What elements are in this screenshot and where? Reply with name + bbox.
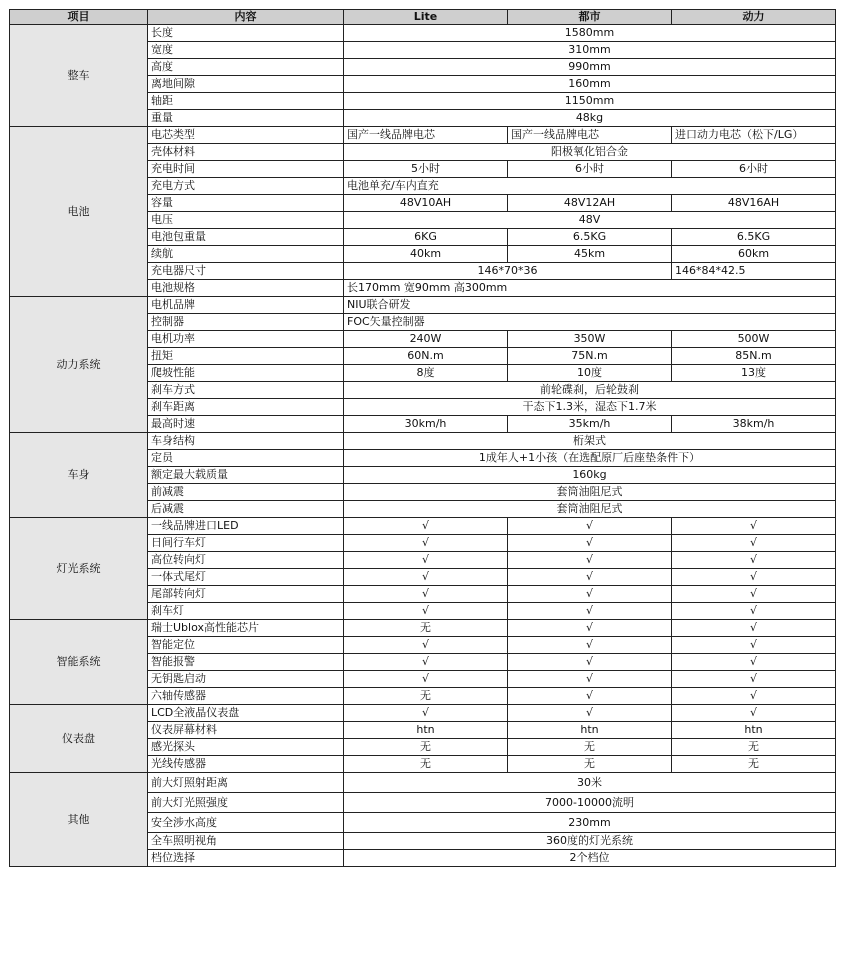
value-cell: 7000-10000流明 xyxy=(344,793,836,813)
value-cell: 60N.m xyxy=(344,348,508,365)
value-cell: 48kg xyxy=(344,110,836,127)
value-cell: htn xyxy=(672,722,836,739)
category-cell: 仪表盘 xyxy=(10,705,148,773)
item-cell: 长度 xyxy=(148,25,344,42)
value-cell: 146*84*42.5 xyxy=(672,263,836,280)
value-cell: √ xyxy=(508,620,672,637)
item-cell: 壳体材料 xyxy=(148,144,344,161)
value-cell: √ xyxy=(344,586,508,603)
value-cell: 146*70*36 xyxy=(344,263,672,280)
value-cell: 48V16AH xyxy=(672,195,836,212)
header-row xyxy=(10,10,836,25)
item-cell: 档位选择 xyxy=(148,850,344,867)
value-cell: 60km xyxy=(672,246,836,263)
item-cell: 刹车方式 xyxy=(148,382,344,399)
value-cell: 无 xyxy=(672,739,836,756)
header-cell-power: 动力 xyxy=(672,10,836,25)
category-cell: 车身 xyxy=(10,433,148,518)
value-cell: 套筒油阻尼式 xyxy=(344,501,836,518)
value-cell: 40km xyxy=(344,246,508,263)
value-cell: √ xyxy=(672,705,836,722)
value-cell: √ xyxy=(344,552,508,569)
value-cell: √ xyxy=(508,688,672,705)
value-cell: √ xyxy=(508,603,672,620)
value-cell: √ xyxy=(672,552,836,569)
value-cell: √ xyxy=(344,569,508,586)
value-cell: √ xyxy=(344,518,508,535)
value-cell: 30km/h xyxy=(344,416,508,433)
value-cell: 38km/h xyxy=(672,416,836,433)
table-header xyxy=(10,10,836,25)
value-cell: √ xyxy=(672,603,836,620)
item-cell: 控制器 xyxy=(148,314,344,331)
value-cell: 48V10AH xyxy=(344,195,508,212)
value-cell: 360度的灯光系统 xyxy=(344,833,836,850)
value-cell: 1580mm xyxy=(344,25,836,42)
value-cell: 6KG xyxy=(344,229,508,246)
header-cell-lite: Lite xyxy=(344,10,508,25)
value-cell: NIU联合研发 xyxy=(344,297,836,314)
table-row xyxy=(10,25,836,42)
value-cell: 国产一线品牌电芯 xyxy=(344,127,508,144)
table-row xyxy=(10,705,836,722)
value-cell: 8度 xyxy=(344,365,508,382)
item-cell: 智能报警 xyxy=(148,654,344,671)
value-cell: √ xyxy=(508,654,672,671)
value-cell: 无 xyxy=(508,739,672,756)
item-cell: 感光探头 xyxy=(148,739,344,756)
item-cell: 光线传感器 xyxy=(148,756,344,773)
category-cell: 电池 xyxy=(10,127,148,297)
value-cell: 1150mm xyxy=(344,93,836,110)
value-cell: 进口动力电芯（松下/LG） xyxy=(672,127,836,144)
item-cell: 刹车距离 xyxy=(148,399,344,416)
value-cell: 6.5KG xyxy=(672,229,836,246)
value-cell: 990mm xyxy=(344,59,836,76)
item-cell: 定员 xyxy=(148,450,344,467)
value-cell: √ xyxy=(508,569,672,586)
value-cell: √ xyxy=(508,671,672,688)
item-cell: 前大灯光照强度 xyxy=(148,793,344,813)
value-cell: 套筒油阻尼式 xyxy=(344,484,836,501)
header-cell-content: 内容 xyxy=(148,10,344,25)
item-cell: 电压 xyxy=(148,212,344,229)
value-cell: 阳极氧化铝合金 xyxy=(344,144,836,161)
category-cell: 整车 xyxy=(10,25,148,127)
item-cell: 电池包重量 xyxy=(148,229,344,246)
item-cell: 电芯类型 xyxy=(148,127,344,144)
item-cell: 轴距 xyxy=(148,93,344,110)
table-row xyxy=(10,518,836,535)
value-cell: htn xyxy=(508,722,672,739)
item-cell: 尾部转向灯 xyxy=(148,586,344,603)
value-cell: 1成年人+1小孩（在选配原厂后座垫条件下） xyxy=(344,450,836,467)
value-cell: √ xyxy=(672,620,836,637)
value-cell: 75N.m xyxy=(508,348,672,365)
value-cell: 230mm xyxy=(344,813,836,833)
item-cell: 无钥匙启动 xyxy=(148,671,344,688)
header-cell-city: 都市 xyxy=(508,10,672,25)
table-row xyxy=(10,433,836,450)
item-cell: 日间行车灯 xyxy=(148,535,344,552)
value-cell: 13度 xyxy=(672,365,836,382)
value-cell: √ xyxy=(344,603,508,620)
value-cell: √ xyxy=(344,705,508,722)
value-cell: 48V12AH xyxy=(508,195,672,212)
value-cell: √ xyxy=(672,518,836,535)
item-cell: 爬坡性能 xyxy=(148,365,344,382)
value-cell: 无 xyxy=(508,756,672,773)
item-cell: 一线品牌进口LED xyxy=(148,518,344,535)
value-cell: √ xyxy=(672,569,836,586)
value-cell: 无 xyxy=(344,688,508,705)
table-row xyxy=(10,620,836,637)
item-cell: 电池规格 xyxy=(148,280,344,297)
value-cell: √ xyxy=(508,586,672,603)
value-cell: √ xyxy=(508,705,672,722)
item-cell: 前大灯照射距离 xyxy=(148,773,344,793)
header-cell-project: 项目 xyxy=(10,10,148,25)
item-cell: 电机品牌 xyxy=(148,297,344,314)
category-cell: 灯光系统 xyxy=(10,518,148,620)
value-cell: √ xyxy=(672,688,836,705)
value-cell: 350W xyxy=(508,331,672,348)
value-cell: 前轮碟刹，后轮鼓刹 xyxy=(344,382,836,399)
category-cell: 其他 xyxy=(10,773,148,867)
value-cell: √ xyxy=(508,552,672,569)
item-cell: 全车照明视角 xyxy=(148,833,344,850)
value-cell: √ xyxy=(672,637,836,654)
value-cell: √ xyxy=(344,535,508,552)
value-cell: √ xyxy=(508,535,672,552)
value-cell: 160mm xyxy=(344,76,836,93)
item-cell: 刹车灯 xyxy=(148,603,344,620)
category-cell: 动力系统 xyxy=(10,297,148,433)
value-cell: 5小时 xyxy=(344,161,508,178)
value-cell: 电池单充/车内直充 xyxy=(344,178,836,195)
item-cell: 智能定位 xyxy=(148,637,344,654)
value-cell: 无 xyxy=(344,620,508,637)
value-cell: 无 xyxy=(344,756,508,773)
value-cell: 无 xyxy=(344,739,508,756)
value-cell: √ xyxy=(672,535,836,552)
value-cell: 长170mm 宽90mm 高300mm xyxy=(344,280,836,297)
value-cell: 6小时 xyxy=(672,161,836,178)
item-cell: 充电器尺寸 xyxy=(148,263,344,280)
value-cell: √ xyxy=(672,586,836,603)
category-cell: 智能系统 xyxy=(10,620,148,705)
value-cell: √ xyxy=(344,671,508,688)
value-cell: 10度 xyxy=(508,365,672,382)
item-cell: 瑞士Ublox高性能芯片 xyxy=(148,620,344,637)
spec-table xyxy=(9,9,836,867)
value-cell: 160kg xyxy=(344,467,836,484)
value-cell: 桁架式 xyxy=(344,433,836,450)
value-cell: FOC矢量控制器 xyxy=(344,314,836,331)
item-cell: 扭矩 xyxy=(148,348,344,365)
item-cell: 六轴传感器 xyxy=(148,688,344,705)
item-cell: 一体式尾灯 xyxy=(148,569,344,586)
item-cell: 容量 xyxy=(148,195,344,212)
item-cell: 电机功率 xyxy=(148,331,344,348)
item-cell: 仪表屏幕材料 xyxy=(148,722,344,739)
item-cell: 充电方式 xyxy=(148,178,344,195)
value-cell: √ xyxy=(672,671,836,688)
value-cell: 无 xyxy=(672,756,836,773)
item-cell: 最高时速 xyxy=(148,416,344,433)
value-cell: √ xyxy=(508,637,672,654)
value-cell: 6小时 xyxy=(508,161,672,178)
value-cell: 干态下1.3米，湿态下1.7米 xyxy=(344,399,836,416)
value-cell: √ xyxy=(344,637,508,654)
value-cell: 6.5KG xyxy=(508,229,672,246)
item-cell: 离地间隙 xyxy=(148,76,344,93)
item-cell: 续航 xyxy=(148,246,344,263)
item-cell: 后减震 xyxy=(148,501,344,518)
value-cell: 45km xyxy=(508,246,672,263)
item-cell: 车身结构 xyxy=(148,433,344,450)
value-cell: 240W xyxy=(344,331,508,348)
table-row xyxy=(10,127,836,144)
table-row xyxy=(10,297,836,314)
item-cell: 额定最大载质量 xyxy=(148,467,344,484)
value-cell: 85N.m xyxy=(672,348,836,365)
value-cell: 2个档位 xyxy=(344,850,836,867)
table-row xyxy=(10,773,836,793)
value-cell: √ xyxy=(344,654,508,671)
item-cell: 安全涉水高度 xyxy=(148,813,344,833)
value-cell: 国产一线品牌电芯 xyxy=(508,127,672,144)
item-cell: 高度 xyxy=(148,59,344,76)
value-cell: htn xyxy=(344,722,508,739)
value-cell: 310mm xyxy=(344,42,836,59)
item-cell: 充电时间 xyxy=(148,161,344,178)
item-cell: 高位转向灯 xyxy=(148,552,344,569)
value-cell: 500W xyxy=(672,331,836,348)
value-cell: 30米 xyxy=(344,773,836,793)
value-cell: √ xyxy=(508,518,672,535)
value-cell: 48V xyxy=(344,212,836,229)
item-cell: 宽度 xyxy=(148,42,344,59)
table-body xyxy=(10,25,836,867)
item-cell: LCD全液晶仪表盘 xyxy=(148,705,344,722)
item-cell: 重量 xyxy=(148,110,344,127)
value-cell: 35km/h xyxy=(508,416,672,433)
value-cell: √ xyxy=(672,654,836,671)
item-cell: 前减震 xyxy=(148,484,344,501)
